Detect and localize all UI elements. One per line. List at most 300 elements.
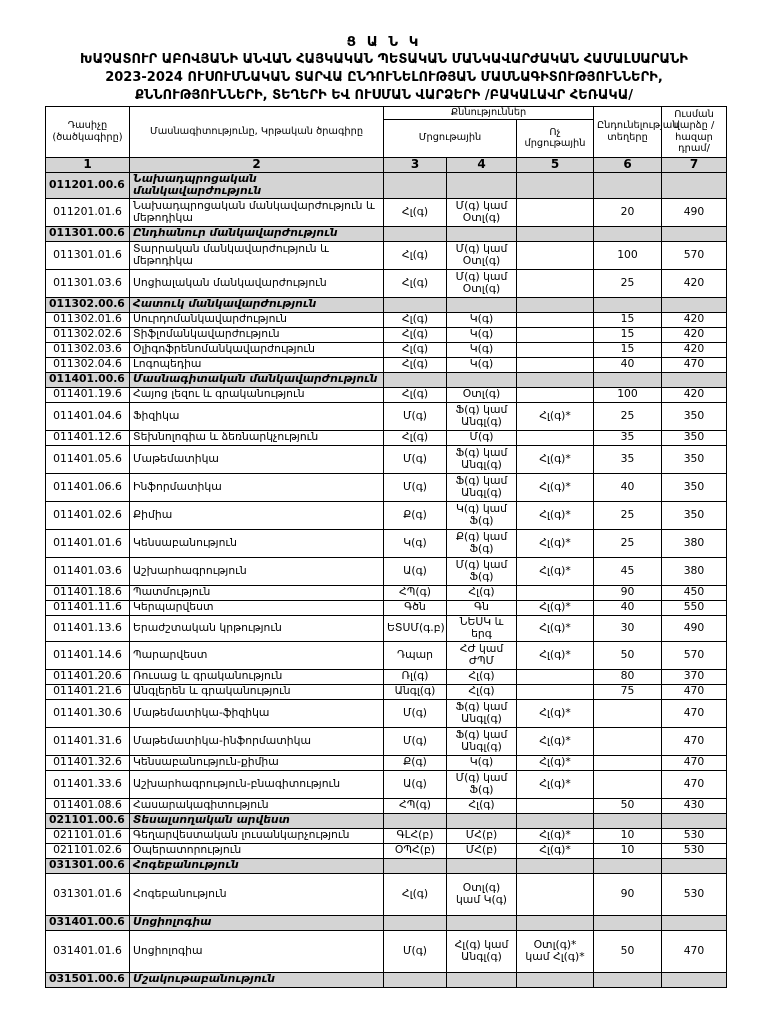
exam-competitive-1: Հլ(գ) (384, 342, 447, 357)
group-row (46, 813, 727, 828)
col-number: 5 (517, 157, 594, 172)
header-exams: Քննություններ (384, 107, 594, 120)
empty-cell (662, 226, 727, 241)
empty-cell (594, 972, 662, 987)
places-count: 10 (594, 828, 662, 843)
exam-competitive-2: Կ(գ) (447, 327, 517, 342)
empty-cell (384, 226, 447, 241)
specialty-name: Կերպարվեստ (130, 600, 384, 615)
specialty-name: Աշխարհագրություն (130, 557, 384, 585)
specialty-name: Պարարվեստ (130, 641, 384, 669)
specialty-code: 011401.31.6 (46, 727, 130, 755)
exam-competitive-2: Ֆ(գ) կամ Անգլ(գ) (447, 699, 517, 727)
group-code: 031501.00.6 (46, 972, 130, 987)
exam-competitive-1: Ք(գ) (384, 501, 447, 529)
table-row (46, 198, 727, 226)
tuition-fee: 350 (662, 430, 727, 445)
table-row (46, 755, 727, 770)
places-count: 75 (594, 684, 662, 699)
table-row (46, 430, 727, 445)
header-competitive: Մրցութային (384, 119, 517, 157)
table-row (46, 342, 727, 357)
tuition-fee: 470 (662, 755, 727, 770)
tuition-fee: 470 (662, 684, 727, 699)
empty-cell (517, 858, 594, 873)
exam-competitive-1: Հլ(գ) (384, 269, 447, 297)
empty-cell (594, 813, 662, 828)
specialty-code: 021101.02.6 (46, 843, 130, 858)
doc-title-subtitle: ՔՆՆՈՒԹՅՈՒՆՆԵՐԻ, ՏԵՂԵՐԻ ԵՎ ՈՒՍՄԱՆ ՎԱՐՁԵՐԻ /ԲԱԿԱԼԱՎՐ ՀԵՌԱԿԱ/ (134, 88, 634, 103)
exam-noncompetitive (517, 327, 594, 342)
table-row (46, 327, 727, 342)
exam-competitive-2: Մ(գ) կամ Օտլ(գ) (447, 198, 517, 226)
doc-title-list: Ց Ա Ն Կ (346, 34, 422, 50)
exam-competitive-1: Ք(գ) (384, 755, 447, 770)
empty-cell (594, 915, 662, 930)
specialty-name: Տարրական մանկավարժություն և մեթոդիկա (130, 241, 384, 269)
table-row (46, 529, 727, 557)
specialty-code: 011401.13.6 (46, 615, 130, 641)
exam-competitive-2: Կ(գ) կամ Ֆ(գ) (447, 501, 517, 529)
places-count: 90 (594, 585, 662, 600)
empty-cell (594, 297, 662, 312)
specialty-code: 031401.01.6 (46, 930, 130, 972)
specialty-code: 011302.02.6 (46, 327, 130, 342)
group-row (46, 858, 727, 873)
places-count (594, 727, 662, 755)
specialty-name: Կենսաբանություն-քիմիա (130, 755, 384, 770)
tuition-fee: 570 (662, 241, 727, 269)
group-name: Տեսալսողական արվեստ (130, 813, 384, 828)
group-code: 011401.00.6 (46, 372, 130, 387)
tuition-fee: 530 (662, 873, 727, 915)
exam-competitive-2: Ք(գ) կամ Ֆ(գ) (447, 529, 517, 557)
empty-cell (384, 972, 447, 987)
table-row (46, 501, 727, 529)
exam-competitive-1: Դպար (384, 641, 447, 669)
tuition-fee: 350 (662, 473, 727, 501)
exam-competitive-2: Օտլ(գ) (447, 387, 517, 402)
table-row (46, 241, 727, 269)
specialty-name: Անգլերեն և գրականություն (130, 684, 384, 699)
exam-competitive-2: Հլ(գ) (447, 684, 517, 699)
exam-competitive-2: Մ(գ) (447, 430, 517, 445)
empty-cell (517, 813, 594, 828)
tuition-fee: 370 (662, 669, 727, 684)
exam-noncompetitive: Հլ(գ)* (517, 770, 594, 798)
empty-cell (594, 372, 662, 387)
exam-competitive-2: Հլ(գ) (447, 798, 517, 813)
specialty-name: Հոգեբանություն (130, 873, 384, 915)
tuition-fee: 430 (662, 798, 727, 813)
specialty-name: Ինֆորմատիկա (130, 473, 384, 501)
places-count (594, 770, 662, 798)
specialty-code: 031301.01.6 (46, 873, 130, 915)
specialty-name: Ռուսաց և գրականություն (130, 669, 384, 684)
places-count: 10 (594, 843, 662, 858)
specialty-name: Մաթեմատիկա-ինֆորմատիկա (130, 727, 384, 755)
col-number: 6 (594, 157, 662, 172)
header-specialty: Մասնագիտությունը, Կրթական ծրագիրը (130, 107, 384, 158)
places-count: 30 (594, 615, 662, 641)
exam-competitive-2: Կ(գ) (447, 755, 517, 770)
empty-cell (517, 226, 594, 241)
specialty-code: 011401.02.6 (46, 501, 130, 529)
specialty-name: Պատմություն (130, 585, 384, 600)
table-row (46, 727, 727, 755)
specialty-code: 021101.01.6 (46, 828, 130, 843)
empty-cell (662, 297, 727, 312)
empty-cell (594, 172, 662, 198)
tuition-fee: 380 (662, 529, 727, 557)
empty-cell (384, 915, 447, 930)
specialty-code: 011401.01.6 (46, 529, 130, 557)
exam-noncompetitive (517, 684, 594, 699)
empty-cell (594, 226, 662, 241)
places-count: 50 (594, 930, 662, 972)
group-row (46, 297, 727, 312)
tuition-fee: 470 (662, 357, 727, 372)
group-code: 021101.00.6 (46, 813, 130, 828)
specialty-code: 011401.30.6 (46, 699, 130, 727)
group-row (46, 372, 727, 387)
specialty-code: 011401.20.6 (46, 669, 130, 684)
places-count: 15 (594, 342, 662, 357)
exam-noncompetitive: Հլ(գ)* (517, 727, 594, 755)
exam-competitive-2: Մ(գ) կամ Օտլ(գ) (447, 269, 517, 297)
exam-competitive-2: Հլ(գ) (447, 669, 517, 684)
exam-competitive-1: Մ(գ) (384, 445, 447, 473)
header-noncompetitive: Ոչ մրցութային (517, 119, 594, 157)
exam-competitive-1: Կ(գ) (384, 529, 447, 557)
exam-competitive-1: Հլ(գ) (384, 312, 447, 327)
exam-competitive-1: Հլ(գ) (384, 430, 447, 445)
tuition-fee: 570 (662, 641, 727, 669)
table-row (46, 387, 727, 402)
exam-noncompetitive (517, 198, 594, 226)
specialty-name: Քիմիա (130, 501, 384, 529)
header-fee: Ուսման վարձը /հազար դրամ/ (662, 107, 727, 158)
exam-noncompetitive: Հլ(գ)* (517, 828, 594, 843)
header-code: Դասիչը (ծածկագիրը) (46, 107, 130, 158)
empty-cell (447, 172, 517, 198)
group-row (46, 226, 727, 241)
exam-noncompetitive (517, 342, 594, 357)
exam-competitive-2: Օտլ(գ) կամ Կ(գ) (447, 873, 517, 915)
group-name: Մշակութաբանություն (130, 972, 384, 987)
specialty-name: Մաթեմատիկա (130, 445, 384, 473)
exam-noncompetitive: Հլ(գ)* (517, 641, 594, 669)
tuition-fee: 420 (662, 312, 727, 327)
specialty-code: 011201.01.6 (46, 198, 130, 226)
exam-noncompetitive (517, 387, 594, 402)
tuition-fee: 450 (662, 585, 727, 600)
table-row (46, 684, 727, 699)
empty-cell (384, 372, 447, 387)
exam-competitive-1: Հլ(գ) (384, 241, 447, 269)
exam-competitive-2: Մ(գ) կամ Ֆ(գ) (447, 770, 517, 798)
specialty-code: 011301.03.6 (46, 269, 130, 297)
exam-competitive-1: Մ(գ) (384, 699, 447, 727)
tuition-fee: 470 (662, 930, 727, 972)
empty-cell (662, 915, 727, 930)
group-code: 011201.00.6 (46, 172, 130, 198)
exam-noncompetitive: Հլ(գ)* (517, 557, 594, 585)
exam-competitive-1: Ա(գ) (384, 770, 447, 798)
group-row (46, 172, 727, 198)
table-row (46, 557, 727, 585)
col-number: 3 (384, 157, 447, 172)
exam-competitive-2: Հլ(գ) կամ Անգլ(գ) (447, 930, 517, 972)
places-count: 25 (594, 529, 662, 557)
table-row (46, 402, 727, 430)
tuition-fee: 350 (662, 445, 727, 473)
exam-competitive-2: Գն (447, 600, 517, 615)
table-row (46, 473, 727, 501)
empty-cell (517, 915, 594, 930)
tuition-fee: 470 (662, 727, 727, 755)
table-row (46, 699, 727, 727)
table-row (46, 641, 727, 669)
empty-cell (517, 972, 594, 987)
tuition-fee: 550 (662, 600, 727, 615)
table-body (46, 172, 727, 987)
group-code: 011302.00.6 (46, 297, 130, 312)
group-name: Հոգեբանություն (130, 858, 384, 873)
empty-cell (662, 972, 727, 987)
exam-noncompetitive (517, 269, 594, 297)
places-count: 40 (594, 600, 662, 615)
exam-competitive-2: Կ(գ) (447, 357, 517, 372)
exam-noncompetitive: Հլ(գ)* (517, 699, 594, 727)
exam-competitive-1: Մ(գ) (384, 473, 447, 501)
exam-competitive-2: Ֆ(գ) կամ Անգլ(գ) (447, 402, 517, 430)
empty-cell (384, 297, 447, 312)
specialty-name: Հասարակագիտություն (130, 798, 384, 813)
empty-cell (594, 858, 662, 873)
tuition-fee: 420 (662, 387, 727, 402)
specialty-name: Տեխնոլոգիա և ձեռնարկչություն (130, 430, 384, 445)
empty-cell (384, 172, 447, 198)
specialty-code: 011401.19.6 (46, 387, 130, 402)
exam-competitive-1: Հլ(գ) (384, 357, 447, 372)
specialty-name: Տիֆլոմանկավարժություն (130, 327, 384, 342)
group-name: Նախադպրոցական մանկավարժություն (130, 172, 384, 198)
table-row (46, 312, 727, 327)
group-code: 011301.00.6 (46, 226, 130, 241)
specialty-code: 011302.03.6 (46, 342, 130, 357)
table-row (46, 357, 727, 372)
exam-competitive-1: ԳԼՀ(բ) (384, 828, 447, 843)
table-row (46, 445, 727, 473)
exam-noncompetitive: Հլ(գ)* (517, 501, 594, 529)
group-name: Հատուկ մանկավարժություն (130, 297, 384, 312)
places-count: 45 (594, 557, 662, 585)
places-count (594, 755, 662, 770)
empty-cell (517, 372, 594, 387)
exam-noncompetitive (517, 312, 594, 327)
places-count: 50 (594, 641, 662, 669)
tuition-fee: 350 (662, 501, 727, 529)
specialty-code: 011401.32.6 (46, 755, 130, 770)
table-row (46, 669, 727, 684)
col-number: 4 (447, 157, 517, 172)
specialty-code: 011401.18.6 (46, 585, 130, 600)
specialty-code: 011401.14.6 (46, 641, 130, 669)
exam-competitive-1: Մ(գ) (384, 930, 447, 972)
empty-cell (662, 858, 727, 873)
exam-noncompetitive: Օտլ(գ)* կամ Հլ(գ)* (517, 930, 594, 972)
group-row (46, 972, 727, 987)
specialty-name: Սոցիալական մանկավարժություն (130, 269, 384, 297)
tuition-fee: 420 (662, 269, 727, 297)
empty-cell (517, 172, 594, 198)
exam-competitive-2: ՆԵՍԿ և երգ (447, 615, 517, 641)
exam-competitive-2: Ֆ(գ) կամ Անգլ(գ) (447, 727, 517, 755)
tuition-fee: 350 (662, 402, 727, 430)
specialty-code: 011401.12.6 (46, 430, 130, 445)
empty-cell (662, 172, 727, 198)
exam-competitive-1: Գծն (384, 600, 447, 615)
specialty-name: Գեղարվեստական լուսանկարչություն (130, 828, 384, 843)
exam-competitive-1: Հլ(գ) (384, 873, 447, 915)
exam-noncompetitive: Հլ(գ)* (517, 473, 594, 501)
specialty-name: Երաժշտական կրթություն (130, 615, 384, 641)
tuition-fee: 380 (662, 557, 727, 585)
exam-noncompetitive: Հլ(գ)* (517, 529, 594, 557)
exam-competitive-1: ՀՊ(գ) (384, 798, 447, 813)
places-count: 40 (594, 357, 662, 372)
specialty-code: 011302.01.6 (46, 312, 130, 327)
exam-noncompetitive (517, 430, 594, 445)
exam-competitive-2: Հլ(գ) (447, 585, 517, 600)
col-number: 2 (130, 157, 384, 172)
exam-competitive-2: Կ(գ) (447, 342, 517, 357)
group-code: 031301.00.6 (46, 858, 130, 873)
exam-noncompetitive (517, 873, 594, 915)
header-places: Ընդունելության տեղերը (594, 107, 662, 158)
group-row (46, 915, 727, 930)
empty-cell (447, 372, 517, 387)
places-count: 25 (594, 501, 662, 529)
table-row (46, 585, 727, 600)
empty-cell (447, 226, 517, 241)
exam-noncompetitive: Հլ(գ)* (517, 600, 594, 615)
places-count: 15 (594, 327, 662, 342)
specialty-name: Կենսաբանություն (130, 529, 384, 557)
exam-competitive-1: Մ(գ) (384, 727, 447, 755)
exam-competitive-2: Կ(գ) (447, 312, 517, 327)
specialty-code: 011302.04.6 (46, 357, 130, 372)
tuition-fee: 490 (662, 615, 727, 641)
places-count: 40 (594, 473, 662, 501)
exam-competitive-2: ՄՀ(բ) (447, 843, 517, 858)
exam-noncompetitive: Հլ(գ)* (517, 755, 594, 770)
places-count (594, 699, 662, 727)
places-count: 35 (594, 430, 662, 445)
places-count: 100 (594, 387, 662, 402)
table-row (46, 843, 727, 858)
exam-competitive-2: Մ(գ) կամ Ֆ(գ) (447, 557, 517, 585)
empty-cell (447, 858, 517, 873)
places-count: 90 (594, 873, 662, 915)
exam-noncompetitive (517, 357, 594, 372)
specialty-name: Հայոց լեզու և գրականություն (130, 387, 384, 402)
empty-cell (447, 972, 517, 987)
specialty-code: 011401.11.6 (46, 600, 130, 615)
group-code: 031401.00.6 (46, 915, 130, 930)
doc-title-year: 2023-2024 ՈՒՍՈՒՄՆԱԿԱՆ ՏԱՐՎԱ ԸՆԴՈՒՆԵԼՈՒԹՅԱՆ ՄԱՍՆԱԳԻՏՈՒԹՅՈՒՆՆԵՐԻ, (105, 70, 663, 85)
tuition-fee: 470 (662, 699, 727, 727)
empty-cell (447, 297, 517, 312)
table-row (46, 873, 727, 915)
empty-cell (662, 813, 727, 828)
empty-cell (662, 372, 727, 387)
specialty-name: Սոցիոլոգիա (130, 930, 384, 972)
exam-competitive-1: ԵՏՍՄ(գ.բ) (384, 615, 447, 641)
exam-competitive-1: Անգլ(գ) (384, 684, 447, 699)
table-row (46, 798, 727, 813)
specialty-name: Մաթեմատիկա-ֆիզիկա (130, 699, 384, 727)
exam-noncompetitive: Հլ(գ)* (517, 615, 594, 641)
specialty-code: 011301.01.6 (46, 241, 130, 269)
table-row (46, 770, 727, 798)
group-name: Սոցիոլոգիա (130, 915, 384, 930)
specialty-name: Ֆիզիկա (130, 402, 384, 430)
exam-competitive-1: Հլ(գ) (384, 198, 447, 226)
specialty-code: 011401.21.6 (46, 684, 130, 699)
exam-competitive-2: Մ(գ) կամ Օտլ(գ) (447, 241, 517, 269)
table-row (46, 930, 727, 972)
tuition-fee: 530 (662, 828, 727, 843)
exam-competitive-1: Ռլ(գ) (384, 669, 447, 684)
exam-competitive-1: ՕՊՀ(բ) (384, 843, 447, 858)
places-count: 15 (594, 312, 662, 327)
empty-cell (517, 297, 594, 312)
specialty-name: Նախադպրոցական մանկավարժություն և մեթոդիկա (130, 198, 384, 226)
exam-noncompetitive (517, 669, 594, 684)
places-count: 25 (594, 402, 662, 430)
exam-noncompetitive (517, 585, 594, 600)
exam-competitive-1: Ա(գ) (384, 557, 447, 585)
specialty-name: Օպերատորություն (130, 843, 384, 858)
tuition-fee: 420 (662, 342, 727, 357)
tuition-fee: 490 (662, 198, 727, 226)
group-name: Ընդհանուր մանկավարժություն (130, 226, 384, 241)
tuition-fee: 470 (662, 770, 727, 798)
places-count: 80 (594, 669, 662, 684)
empty-cell (384, 813, 447, 828)
specialty-name: Աշխարհագրություն-բնագիտություն (130, 770, 384, 798)
exam-noncompetitive (517, 241, 594, 269)
exam-noncompetitive: Հլ(գ)* (517, 843, 594, 858)
col-number: 1 (46, 157, 130, 172)
specialty-name: Լոգոպեդիա (130, 357, 384, 372)
exam-competitive-1: ՀՊ(գ) (384, 585, 447, 600)
specialty-code: 011401.05.6 (46, 445, 130, 473)
table-row (46, 828, 727, 843)
exam-competitive-2: Ֆ(գ) կամ Անգլ(գ) (447, 445, 517, 473)
empty-cell (384, 858, 447, 873)
group-name: Մասնագիտական մանկավարժություն (130, 372, 384, 387)
exam-competitive-1: Հլ(գ) (384, 387, 447, 402)
table-row (46, 269, 727, 297)
tuition-fee: 530 (662, 843, 727, 858)
exam-competitive-2: ՄՀ(բ) (447, 828, 517, 843)
table-row (46, 615, 727, 641)
exam-noncompetitive: Հլ(գ)* (517, 445, 594, 473)
exam-noncompetitive: Հլ(գ)* (517, 402, 594, 430)
